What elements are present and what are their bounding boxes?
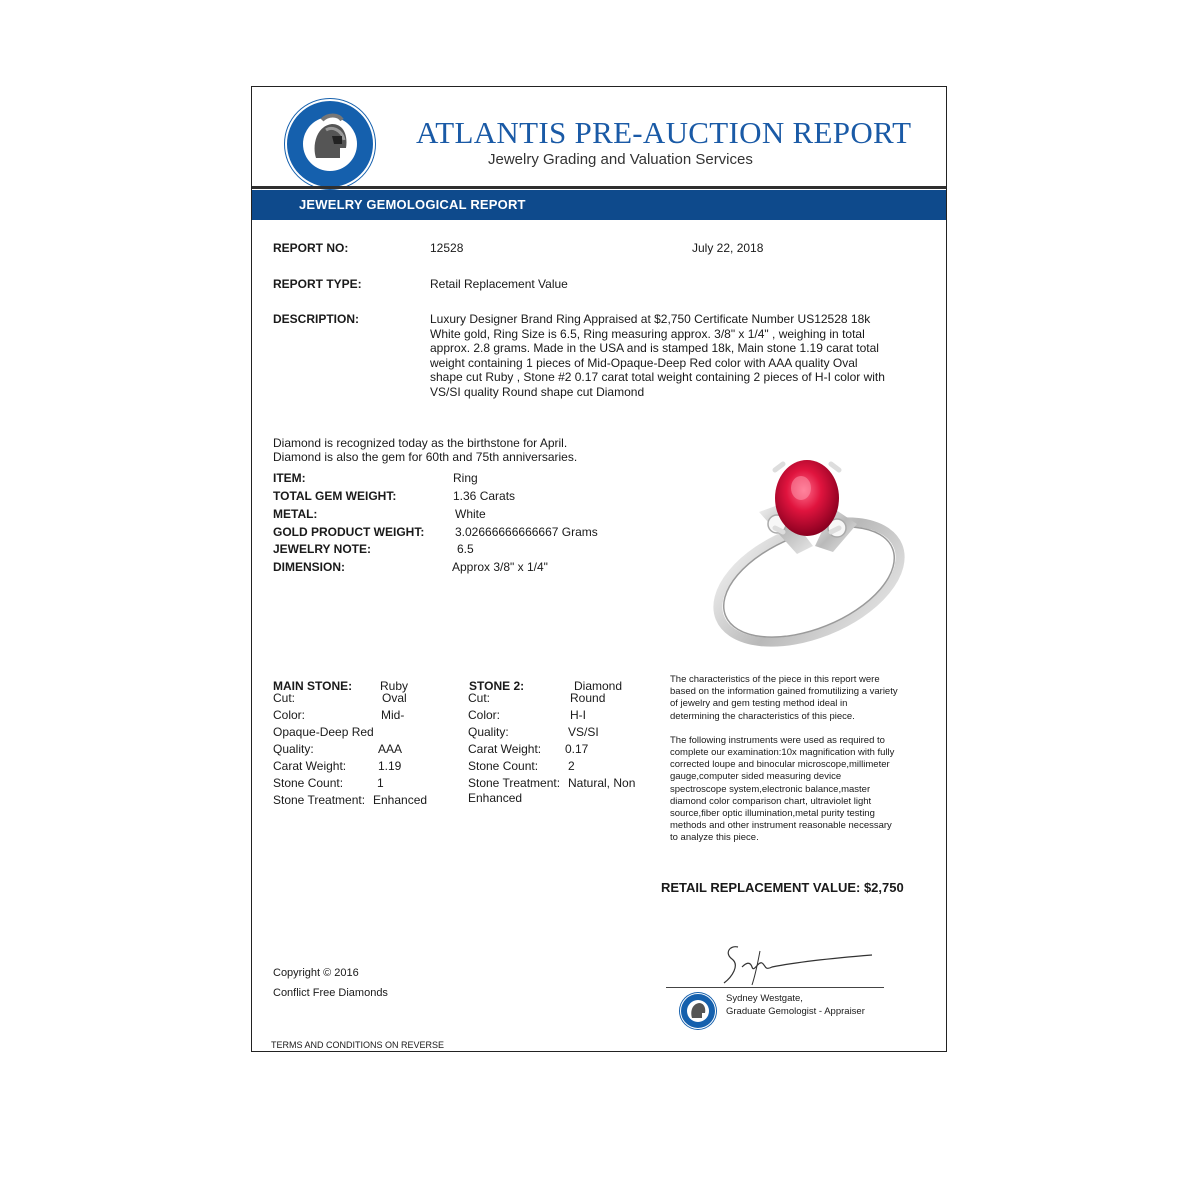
report-type-value: Retail Replacement Value [430,277,568,291]
retail-replacement-value: RETAIL REPLACEMENT VALUE: $2,750 [661,880,904,895]
instruments-line: diamond color comparison chart, ultraviolet light [670,795,872,807]
description-text [430,312,900,400]
instruments-line: corrected loupe and binocular microscope,millimeter [670,759,890,771]
stone2-label: STONE 2: [469,679,525,693]
stone2-cut-label: Cut: [468,691,491,705]
atlantis-logo [282,96,378,192]
description-line: Luxury Designer Brand Ring Appraised at $2,750 Certificate Number US12528 18k [430,312,871,326]
characteristics-line: based on the information gained fromutilizing a variety [670,686,898,698]
stone2-count-label: Stone Count: [468,759,539,773]
section-band [252,190,946,220]
main-stone-treatment-label: Stone Treatment: [273,793,366,807]
stone2-weight-label: Carat Weight: [468,742,542,756]
header-divider [252,186,946,189]
report-title: ATLANTIS PRE-AUCTION REPORT [416,115,912,150]
instruments-line: source,fiber optic illumination,metal purity testing [670,808,875,820]
main-stone-treatment: Enhanced [373,793,428,807]
characteristics-line: determining the characteristics of this piece. [670,710,855,722]
ruby-ring-image [697,442,917,652]
conflict-free-note: Conflict Free Diamonds [273,987,388,999]
main-stone-quality-label: Quality: [273,742,314,756]
stone2-color-label: Color: [468,708,501,722]
description-label: DESCRIPTION: [273,312,360,326]
report-subtitle: Jewelry Grading and Valuation Services [488,151,753,168]
main-stone-cut: Oval [382,691,407,705]
detail-label: METAL: [273,507,318,521]
detail-label: ITEM: [273,471,306,485]
main-stone-color-cont: Opaque-Deep Red [273,725,374,739]
main-stone-count-label: Stone Count: [273,776,344,790]
stone2-quality: VS/SI [568,725,599,739]
instruments-line: methods and other instrument reasonable necessary [670,820,892,832]
stone2-treatment: Natural, Non [568,776,636,790]
stone2-quality-label: Quality: [468,725,509,739]
copyright: Copyright © 2016 [273,967,359,979]
instruments-line: complete our examination:10x magnification with fully [670,747,895,759]
report-type-label: REPORT TYPE: [273,277,362,291]
report-no-label: REPORT NO: [273,241,349,255]
characteristics-line: The characteristics of the piece in this report were [670,674,880,685]
report-date: July 22, 2018 [692,241,764,255]
band-label: JEWELRY GEMOLOGICAL REPORT [299,197,526,212]
stone2-name: Diamond [574,679,623,693]
description-line: weight containing 1 pieces of Mid-Opaque-Deep Red color with AAA quality Oval [430,355,858,370]
instruments-line: to analyze this piece. [670,832,759,844]
stone2-cut: Round [570,691,606,705]
signature-line [666,987,884,988]
stone2-treatment-label: Stone Treatment: [468,776,561,790]
stone2-color: H-I [570,708,586,722]
description-line: White gold, Ring Size is 6.5, Ring measuring approx. 3/8" x 1/4" , weighing in total [430,326,865,341]
detail-value: Ring [453,471,478,485]
detail-value: White [455,507,486,521]
instruments-line: gauge,computer sided measuring device [670,771,842,783]
main-stone-cut-label: Cut: [273,691,296,705]
characteristics-text [670,674,920,845]
appraiser-title: Graduate Gemologist - Appraiser [726,1006,865,1017]
main-stone-name: Ruby [380,679,409,693]
detail-label: GOLD PRODUCT WEIGHT: [273,525,425,539]
instruments-line: The following instruments were used as required to [670,734,885,746]
birthstone-note [273,436,577,464]
main-stone-color: Mid- [381,708,405,722]
main-stone-weight: 1.19 [378,759,402,773]
detail-value: 6.5 [457,542,474,556]
characteristics-line: of jewelry and gem testing method ideal in [670,698,848,710]
appraiser-name: Sydney Westgate, [726,993,803,1004]
birthstone-line: Diamond is also the gem for 60th and 75th anniversaries. [273,450,578,464]
main-stone-quality: AAA [378,742,403,756]
main-stone-color-label: Color: [273,708,306,722]
detail-label: DIMENSION: [273,560,345,574]
main-stone-label: MAIN STONE: [273,679,353,693]
detail-value: 1.36 Carats [453,489,516,503]
instruments-line: spectroscope system,electronic balance,master [670,783,871,795]
detail-value: Approx 3/8" x 1/4" [452,560,548,574]
report-no-value: 12528 [430,241,464,255]
report-page [251,86,947,1052]
stone2-weight: 0.17 [565,742,589,756]
atlantis-seal-icon [678,991,718,1031]
detail-value: 3.02666666666667 Grams [455,525,598,539]
stone2-count: 2 [568,759,575,773]
detail-label: TOTAL GEM WEIGHT: [273,489,397,503]
main-stone-weight-label: Carat Weight: [273,759,347,773]
description-line: VS/SI quality Round shape cut Diamond [430,384,645,399]
birthstone-line: Diamond is recognized today as the birthstone for April. [273,436,568,450]
terms-note: TERMS AND CONDITIONS ON REVERSE [271,1040,445,1050]
stone2-treatment-cont: Enhanced [468,791,523,805]
appraiser-signature [702,937,892,989]
main-stone-count: 1 [377,776,384,790]
description-line: shape cut Ruby , Stone #2 0.17 carat total weight containing 2 pieces of H-I color with [430,370,885,385]
description-line: approx. 2.8 grams. Made in the USA and is stamped 18k, Main stone 1.19 carat total [430,341,879,356]
detail-label: JEWELRY NOTE: [273,542,372,556]
